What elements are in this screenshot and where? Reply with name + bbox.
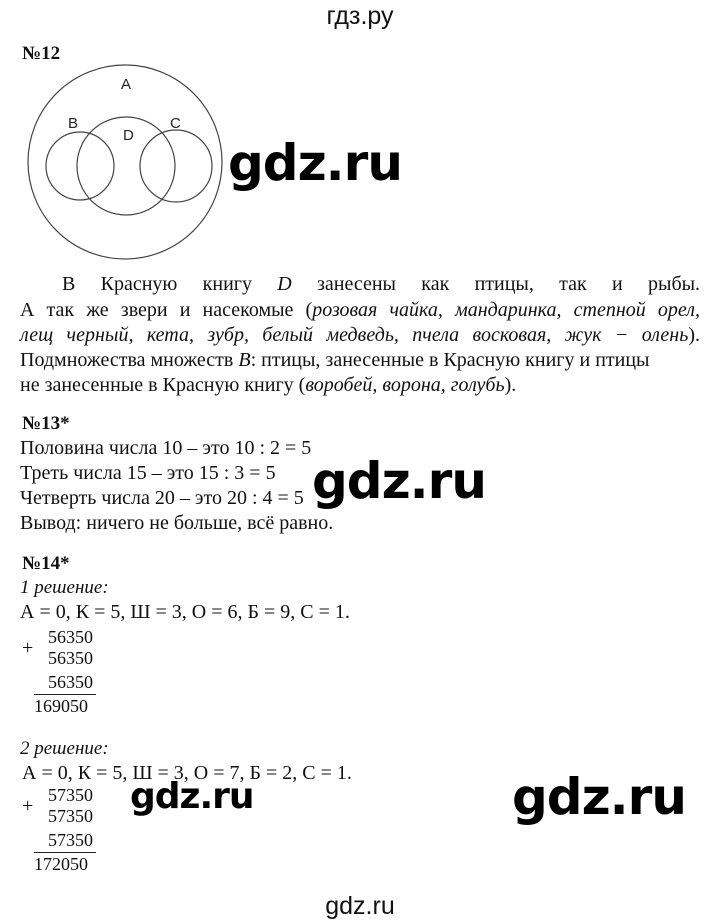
watermark: gdz.ru — [512, 768, 686, 826]
venn-diagram — [20, 62, 230, 267]
p12-line-1: В Красную книгу D занесены как птицы, так и рыбы. — [62, 273, 701, 295]
addend-1: 57350 — [48, 785, 93, 805]
set-d-label: D — [123, 127, 134, 144]
solution-2-title: 2 решение: — [20, 738, 109, 759]
p13-line-4: Вывод: ничего не больше, всё равно. — [20, 512, 334, 534]
sum: 172050 — [34, 854, 88, 874]
solution-2-addition — [20, 785, 110, 875]
solution-1-title: 1 решение: — [20, 577, 109, 598]
addend-2: 57350 — [48, 806, 93, 826]
watermark: gdz.ru — [312, 452, 486, 510]
sum: 169050 — [34, 696, 88, 716]
p12-line-5: не занесенные в Красную книгу (воробей, ворона, голубь). — [20, 374, 517, 396]
addend-2: 56350 — [48, 648, 93, 668]
problem-12-number: №12 — [22, 43, 61, 64]
addend-3: 56350 — [48, 672, 93, 692]
watermark: gdz.ru — [228, 134, 402, 192]
addend-3: 57350 — [48, 830, 93, 850]
set-b-circle — [46, 132, 114, 200]
p13-line-2: Треть числа 15 – это 15 : 3 = 5 — [20, 462, 276, 484]
p12-line-3: лещ черный, кета, зубр, белый медведь, пчела восковая, жук − олень). — [20, 324, 700, 346]
p12-line-2: А так же звери и насекомые (розовая чайка, мандаринка, степной орел, — [20, 299, 700, 321]
set-a-label: A — [121, 76, 132, 93]
problem-14-number: №14* — [22, 553, 70, 574]
set-c-circle — [140, 130, 212, 202]
solution-1-values: А = 0, К = 5, Ш = 3, О = 6, Б = 9, С = 1. — [20, 601, 350, 623]
solution-1-addition — [20, 627, 110, 717]
sum-line — [34, 852, 96, 853]
site-header: гдз.ру — [326, 2, 394, 30]
problem-13-number: №13* — [22, 413, 70, 434]
set-a-circle — [28, 65, 222, 259]
p13-line-3: Четверть числа 20 – это 20 : 4 = 5 — [20, 487, 304, 509]
set-b-label: B — [68, 115, 79, 132]
watermark: gdz.ru — [130, 776, 254, 817]
site-footer: gdz.ru — [325, 892, 395, 920]
p13-line-1: Половина числа 10 – это 10 : 2 = 5 — [20, 437, 312, 459]
plus-sign: + — [22, 637, 34, 659]
set-c-label: C — [170, 115, 181, 132]
sum-line — [34, 694, 96, 695]
solution-2-values: А = 0, К = 5, Ш = 3, О = 7, Б = 2, С = 1. — [22, 762, 352, 784]
addend-1: 56350 — [48, 627, 93, 647]
plus-sign: + — [22, 795, 34, 817]
p12-line-4: Подмножества множеств B: птицы, занесенные в Красную книгу и птицы — [20, 349, 650, 371]
